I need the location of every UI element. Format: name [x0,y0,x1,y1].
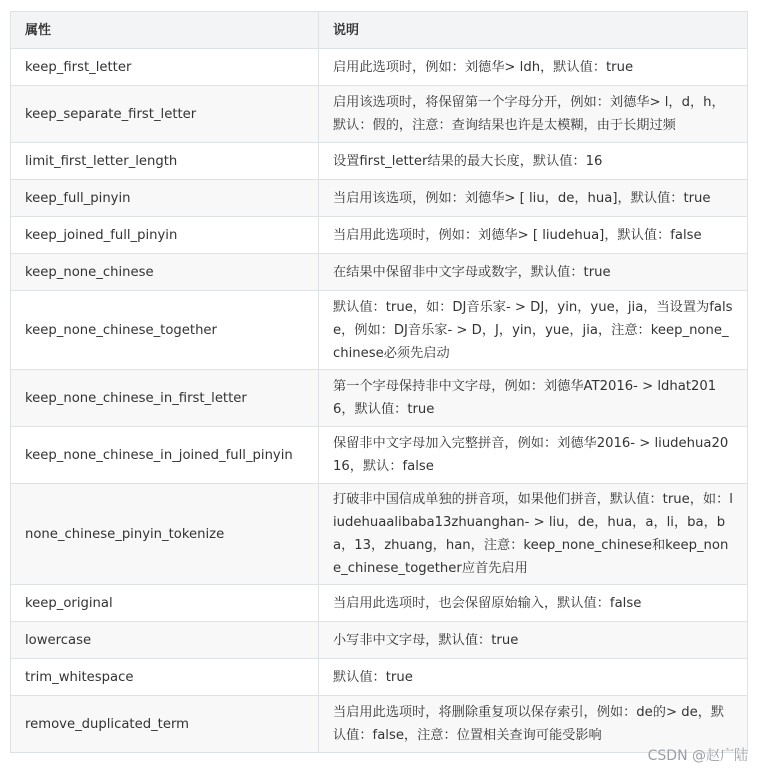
property-description: 在结果中保留非中文字母或数字，默认值：true [319,254,748,291]
header-description: 说明 [319,12,748,49]
table-row [11,86,748,143]
table-row [11,143,748,180]
property-description: 打破非中国信成单独的拼音项，如果他们拼音，默认值：true，如：liudehuaalibaba13zhuanghan- > liu，de，hua，a，li，ba，ba，13，zhuang，han，注意：keep_none_chinese和keep_none_chinese_together应首先启用 [319,484,748,585]
properties-table [10,11,748,753]
property-name: keep_separate_first_letter [11,86,319,143]
property-name: keep_first_letter [11,49,319,86]
table-row [11,585,748,622]
header-property: 属性 [11,12,319,49]
table-row [11,254,748,291]
property-description: 当启用此选项时，例如：刘德华> [ liudehua]，默认值：false [319,217,748,254]
property-name: lowercase [11,622,319,659]
table-body [11,49,748,753]
table-row [11,696,748,753]
table-row [11,484,748,585]
table-header [11,12,748,49]
property-description: 小写非中文字母，默认值：true [319,622,748,659]
property-name: trim_whitespace [11,659,319,696]
table-row [11,49,748,86]
table-row [11,659,748,696]
property-description: 启用此选项时，例如：刘德华> ldh，默认值：true [319,49,748,86]
property-name: keep_none_chinese [11,254,319,291]
watermark: CSDN @赵广陆 [647,748,748,764]
property-name: keep_full_pinyin [11,180,319,217]
property-name: keep_none_chinese_together [11,291,319,370]
table-row [11,180,748,217]
property-name: keep_none_chinese_in_first_letter [11,370,319,427]
property-name: keep_joined_full_pinyin [11,217,319,254]
property-description: 启用该选项时，将保留第一个字母分开，例如：刘德华> l，d，h，默认：假的，注意：查询结果也许是太模糊，由于长期过频 [319,86,748,143]
property-name: keep_original [11,585,319,622]
table-row [11,622,748,659]
property-description: 默认值：true [319,659,748,696]
property-name: limit_first_letter_length [11,143,319,180]
property-description: 第一个字母保持非中文字母，例如：刘德华AT2016- > ldhat2016，默认值：true [319,370,748,427]
property-description: 设置first_letter结果的最大长度，默认值：16 [319,143,748,180]
property-name: keep_none_chinese_in_joined_full_pinyin [11,427,319,484]
property-description: 默认值：true，如：DJ音乐家- > DJ，yin，yue，jia，当设置为false，例如：DJ音乐家- > D，J，yin，yue，jia，注意：keep_none_chinese必须先启动 [319,291,748,370]
table-row [11,427,748,484]
header-row [11,12,748,49]
table-row [11,370,748,427]
property-description: 保留非中文字母加入完整拼音，例如：刘德华2016- > liudehua2016，默认：false [319,427,748,484]
property-name: none_chinese_pinyin_tokenize [11,484,319,585]
table-row [11,291,748,370]
table-row [11,217,748,254]
properties-table-container [10,11,747,753]
property-name: remove_duplicated_term [11,696,319,753]
property-description: 当启用该选项，例如：刘德华> [ liu，de，hua]，默认值：true [319,180,748,217]
property-description: 当启用此选项时，也会保留原始输入，默认值：false [319,585,748,622]
property-description: 当启用此选项时，将删除重复项以保存索引，例如：de的> de，默认值：false，注意：位置相关查询可能受影响 [319,696,748,753]
